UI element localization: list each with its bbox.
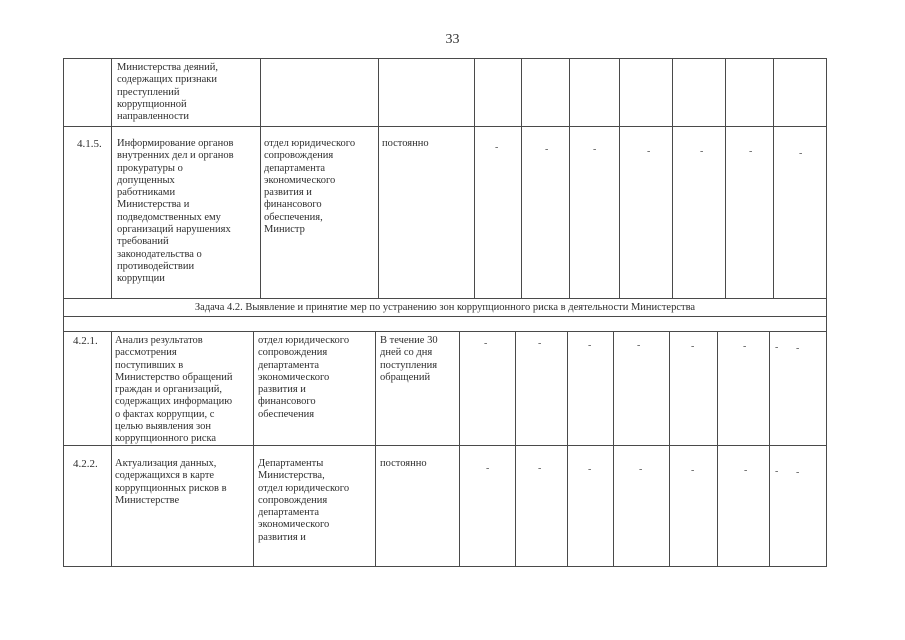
empty-mark: - [796, 467, 800, 478]
row-divider [63, 126, 827, 127]
column-divider [375, 331, 376, 566]
column-divider [569, 58, 570, 298]
column-divider [773, 58, 774, 298]
column-divider [613, 331, 614, 566]
empty-mark: - [538, 338, 542, 349]
empty-mark: - [495, 142, 499, 153]
responsible-unit: отдел юридического сопровождения департамента экономического развития и финансового обеспечения [258, 335, 350, 420]
empty-mark: - [799, 148, 803, 159]
responsible-unit: Департаменты Министерства, отдел юридического сопровождения департамента экономического развития и [258, 458, 350, 543]
column-divider [521, 58, 522, 298]
row-divider [63, 316, 827, 317]
empty-mark: - [486, 463, 490, 474]
empty-mark: - [691, 465, 695, 476]
column-divider [669, 331, 670, 566]
table-border-bottom [63, 566, 827, 567]
empty-mark: - [744, 465, 748, 476]
empty-mark: - [700, 146, 704, 157]
column-divider [725, 58, 726, 298]
empty-mark: - [796, 343, 800, 354]
column-divider [619, 58, 620, 298]
measure-name: Министерства деяний, содержащих признаки преступлений коррупционной направленности [117, 62, 219, 123]
empty-mark: - [691, 341, 695, 352]
deadline: постоянно [380, 458, 427, 469]
column-divider [672, 58, 673, 298]
column-divider [260, 58, 261, 298]
measure-number: 4.1.5. [77, 138, 102, 150]
empty-mark: - [749, 146, 753, 157]
empty-mark: - [484, 338, 488, 349]
responsible-unit: отдел юридического сопровождения департамента экономического развития и финансового обеспечения, Министр [264, 138, 356, 236]
column-divider [253, 331, 254, 566]
empty-mark: - [775, 466, 779, 477]
table-border-top [63, 58, 827, 59]
empty-mark: - [743, 341, 747, 352]
column-divider [567, 331, 568, 566]
empty-mark: - [538, 463, 542, 474]
measure-number: 4.2.2. [73, 458, 98, 470]
measure-name: Информирование органов внутренних дел и органов прокуратуры о допущенных работниками Министерства и подведомственных ему организаций нарушениях требований законодательства о противодействии коррупции [117, 138, 234, 285]
empty-mark: - [647, 146, 651, 157]
empty-mark: - [639, 464, 643, 475]
empty-mark: - [588, 464, 592, 475]
column-divider [111, 331, 112, 566]
measure-name: Анализ результатов рассмотрения поступивших в Министерство обращений граждан и организаций, содержащих информацию о фактах коррупции, с целью выявления зон коррупционного риска [115, 335, 233, 445]
column-divider [515, 331, 516, 566]
empty-mark: - [637, 340, 641, 351]
measure-number: 4.2.1. [73, 335, 98, 347]
column-divider [378, 58, 379, 298]
row-divider [63, 331, 827, 332]
task-heading: Задача 4.2. Выявление и принятие мер по устранению зон коррупционного риска в деятельности Министерства [194, 302, 696, 313]
measure-name: Актуализация данных, содержащихся в карте коррупционных рисков в Министерстве [115, 458, 227, 506]
empty-mark: - [593, 144, 597, 155]
empty-mark: - [588, 340, 592, 351]
deadline: постоянно [382, 138, 429, 149]
column-divider [111, 58, 112, 298]
column-divider [474, 58, 475, 298]
page-number: 33 [445, 32, 460, 47]
column-divider [769, 331, 770, 566]
plan-table [63, 58, 827, 568]
column-divider [717, 331, 718, 566]
deadline: В течение 30 дней со дня поступления обращений [380, 335, 438, 383]
empty-mark: - [545, 144, 549, 155]
row-divider [63, 298, 827, 299]
empty-mark: - [775, 342, 779, 353]
column-divider [459, 331, 460, 566]
